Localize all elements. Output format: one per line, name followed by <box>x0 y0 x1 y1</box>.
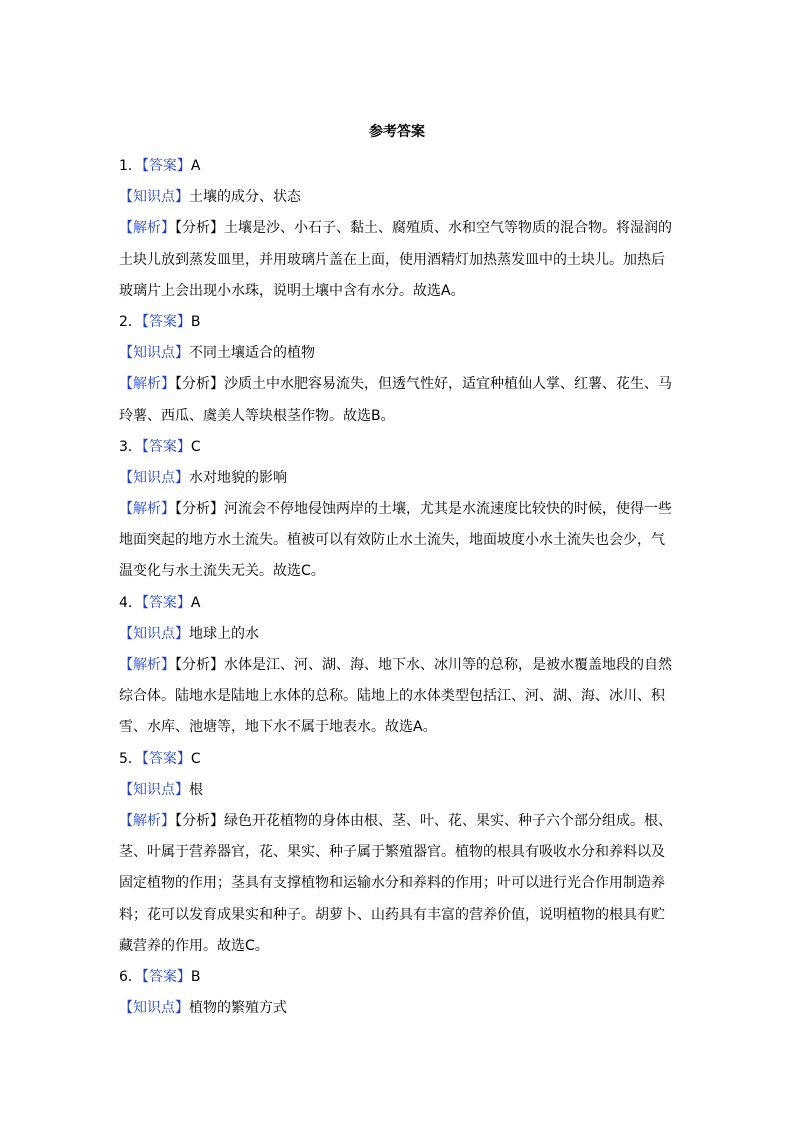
knowledge-point-text: 土壤的成分、状态 <box>189 189 301 206</box>
question-number: 2． <box>119 313 142 330</box>
knowledge-point-tag: 【知识点】 <box>119 1000 189 1017</box>
answer-value: A <box>190 594 201 611</box>
answer-value: C <box>190 438 201 455</box>
analysis-text: 【分析】绿色开花植物的身体由根、茎、叶、花、果实、种子六个部分组成。根、 <box>175 812 672 829</box>
analysis-text: 【分析】土壤是沙、小石子、黏土、腐殖质、水和空气等物质的混合物。将湿润的 <box>175 220 672 237</box>
analysis-line: 固定植物的作用；茎具有支撑植物和运输水分和养料的作用；叶可以进行光合作用制造养 <box>119 875 665 892</box>
analysis-text: 【分析】沙质土中水肥容易流失，但透气性好，适宜种植仙人掌、红薯、花生、马 <box>175 376 672 393</box>
analysis-tag: 【解析】 <box>119 812 175 829</box>
analysis-line: 地面突起的地方水土流失。植被可以有效防止水土流失，地面坡度小水土流失也会少，气 <box>119 532 665 549</box>
analysis-text: 【分析】水体是江、河、湖、海、地下水、冰川等的总称，是被水覆盖地段的自然 <box>175 657 672 673</box>
answer-tag: 【答案】 <box>141 594 191 611</box>
answer-value: B <box>190 968 201 985</box>
answer-line <box>119 744 675 775</box>
answer-line <box>119 432 675 463</box>
knowledge-point-line <box>119 619 675 650</box>
knowledge-point-line <box>119 993 675 1024</box>
knowledge-point-text: 根 <box>189 781 203 798</box>
knowledge-point-line <box>119 338 675 369</box>
answer-tag: 【答案】 <box>141 438 191 455</box>
knowledge-point-tag: 【知识点】 <box>119 345 189 362</box>
analysis-line: 土块儿放到蒸发皿里，并用玻璃片盖在上面，使用酒精灯加热蒸发皿中的土块儿。加热后 <box>119 251 665 268</box>
answer-tag: 【答案】 <box>141 750 191 767</box>
analysis-line: 雪、水库、池塘等，地下水不属于地表水。故选A。 <box>119 719 437 736</box>
answer-value: C <box>190 750 201 767</box>
knowledge-point-tag: 【知识点】 <box>119 625 189 642</box>
analysis-tag: 【解析】 <box>119 376 175 393</box>
analysis-line <box>119 494 675 525</box>
analysis-line <box>119 369 675 400</box>
page-title: 参考答案 <box>369 124 425 140</box>
question-number: 5． <box>119 750 142 767</box>
analysis-line: 藏营养的作用。故选C。 <box>119 937 269 954</box>
knowledge-point-text: 植物的繁殖方式 <box>189 1000 287 1017</box>
knowledge-point-text: 不同土壤适合的植物 <box>189 345 315 362</box>
knowledge-point-line <box>119 463 675 494</box>
answer-tag: 【答案】 <box>141 158 191 174</box>
knowledge-point-text: 地球上的水 <box>189 625 259 642</box>
question-number: 1． <box>119 158 142 174</box>
analysis-tag: 【解析】 <box>119 501 175 518</box>
analysis-line: 综合体。陆地水是陆地上水体的总称。陆地上的水体类型包括江、河、湖、海、冰川、积 <box>119 688 665 705</box>
answer-line <box>119 307 675 338</box>
knowledge-point-tag: 【知识点】 <box>119 781 189 798</box>
answer-line <box>119 962 675 993</box>
analysis-line: 玲薯、西瓜、虞美人等块根茎作物。故选B。 <box>119 407 395 424</box>
question-number: 3． <box>119 438 142 455</box>
answer-tag: 【答案】 <box>141 968 191 985</box>
answer-list <box>119 151 675 1024</box>
analysis-tag: 【解析】 <box>119 220 175 237</box>
analysis-line: 温变化与水土流失无关。故选C。 <box>119 563 325 580</box>
analysis-line <box>119 650 675 681</box>
answer-value: B <box>190 313 201 330</box>
analysis-line: 茎、叶属于营养器官，花、果实、种子属于繁殖器官。植物的根具有吸收水分和养料以及 <box>119 844 665 861</box>
answer-tag: 【答案】 <box>141 313 191 330</box>
answer-line <box>119 151 675 182</box>
answer-value: A <box>190 158 201 174</box>
knowledge-point-text: 水对地貌的影响 <box>189 469 287 486</box>
analysis-line <box>119 213 675 244</box>
question-number: 6． <box>119 968 142 985</box>
analysis-line: 料；花可以发育成果实和种子。胡萝卜、山药具有丰富的营养价值，说明植物的根具有贮 <box>119 906 665 923</box>
analysis-text: 【分析】河流会不停地侵蚀两岸的土壤，尤其是水流速度比较快的时候，使得一些 <box>175 501 672 518</box>
analysis-tag: 【解析】 <box>119 657 175 673</box>
analysis-line: 玻璃片上会出现小水珠，说明土壤中含有水分。故选A。 <box>119 282 465 299</box>
analysis-line <box>119 806 675 837</box>
answer-line <box>119 588 675 619</box>
knowledge-point-tag: 【知识点】 <box>119 189 189 206</box>
knowledge-point-line <box>119 182 675 213</box>
knowledge-point-line <box>119 775 675 806</box>
knowledge-point-tag: 【知识点】 <box>119 469 189 486</box>
question-number: 4． <box>119 594 142 611</box>
